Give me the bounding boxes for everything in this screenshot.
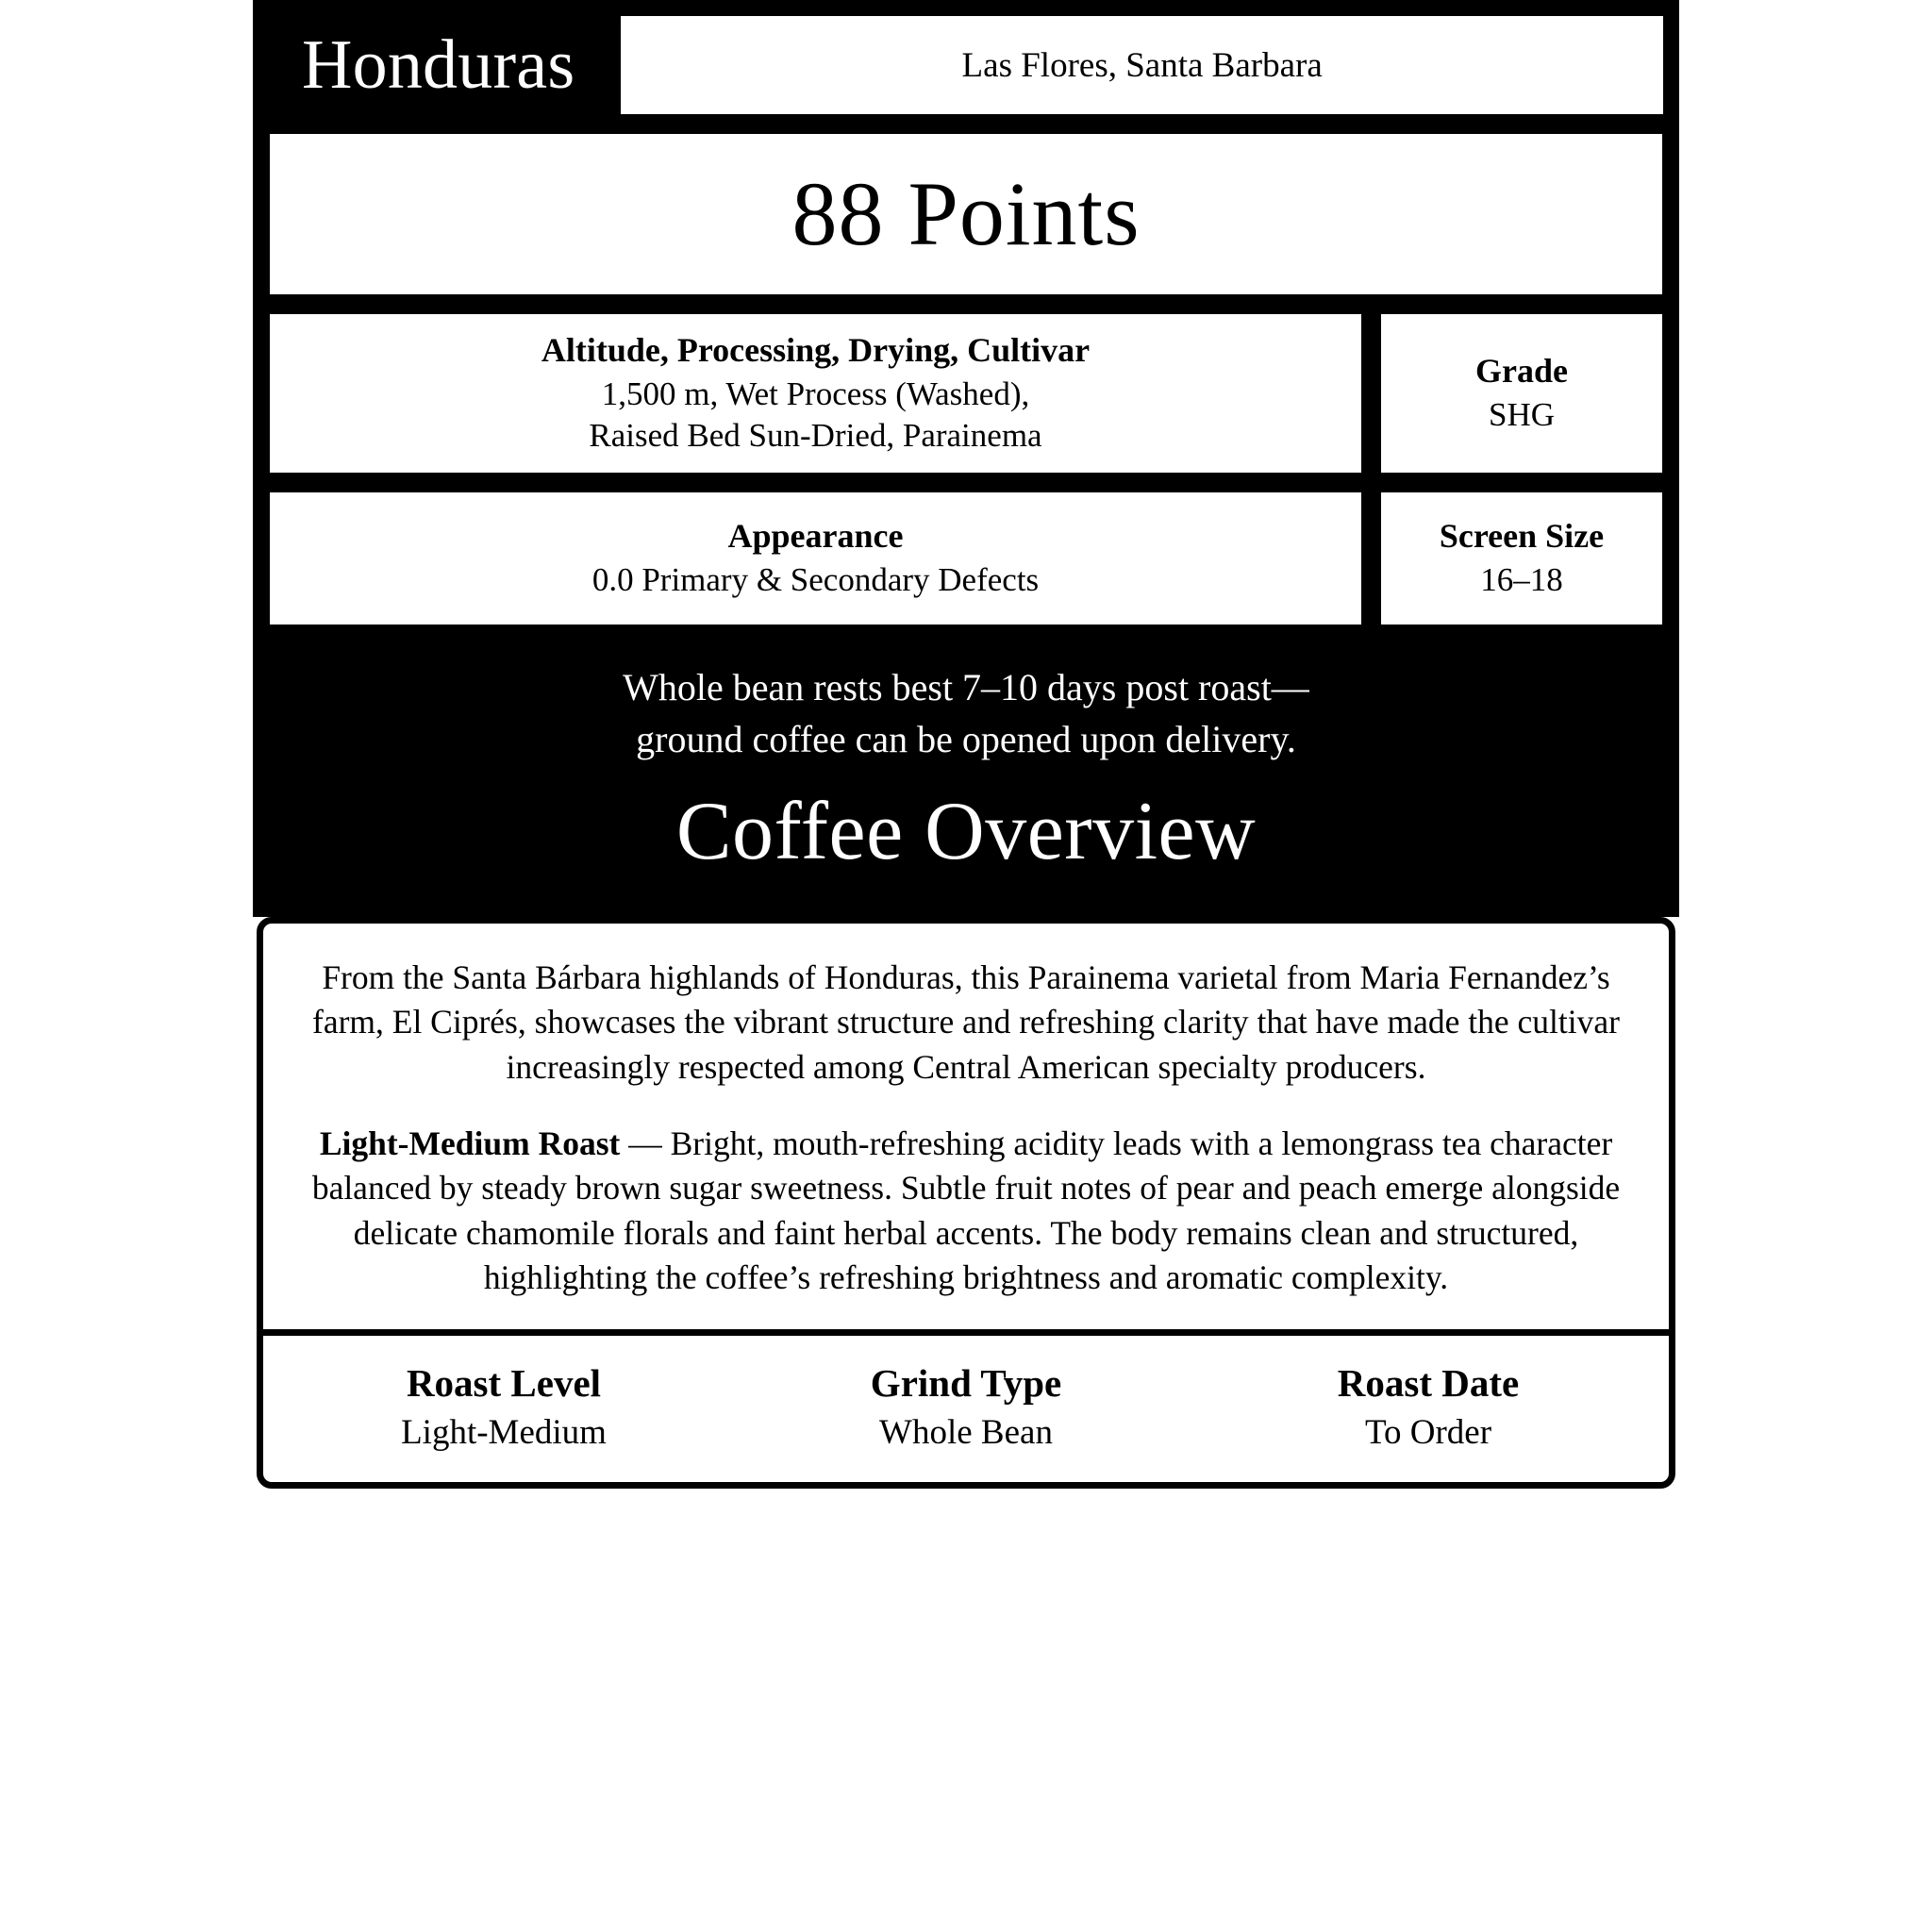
appearance-value: 0.0 Primary & Secondary Defects <box>591 560 1040 598</box>
footer-roast-date <box>1197 1360 1659 1455</box>
header-row <box>253 0 1679 130</box>
score-cell <box>266 130 1666 298</box>
roast-date-value: To Order <box>1364 1412 1492 1452</box>
altitude-value-line-2: Raised Bed Sun-Dried, Parainema <box>589 416 1042 454</box>
overview-body <box>263 924 1669 1329</box>
origin-title: Honduras <box>302 26 575 104</box>
grade-value: SHG <box>1488 395 1556 433</box>
rest-notice <box>253 641 1679 771</box>
grind-type-label: Grind Type <box>870 1360 1062 1405</box>
roast-description: Bright, mouth-refreshing acidity leads with a lemongrass tea character balanced by steady brown sugar sweetness. Subtle fruit notes of pear and peach emerge alongside delicate chamomile florals and faint herbal accents. The body remains clean and structured, highlighting the coffee’s refreshing brightness and aromatic complexity. <box>311 1124 1621 1297</box>
screen-size-cell <box>1377 489 1666 628</box>
coffee-overview-heading: Coffee Overview <box>253 771 1679 917</box>
grind-type-value: Whole Bean <box>879 1412 1053 1452</box>
roast-separator: — <box>620 1124 671 1163</box>
altitude-cell <box>266 310 1365 476</box>
roast-level-label: Roast Level <box>406 1360 602 1405</box>
score-value: 88 Points <box>791 163 1141 264</box>
overview-paragraph-roast <box>295 1122 1637 1301</box>
label-header-section <box>253 0 1679 917</box>
footer-grind-type <box>735 1360 1197 1455</box>
rest-notice-line-1: Whole bean rests best 7–10 days post roast— <box>623 666 1309 708</box>
coffee-label <box>253 0 1679 1932</box>
roast-level-value: Light-Medium <box>401 1412 607 1452</box>
roast-profile-heading: Light-Medium Roast <box>319 1124 621 1163</box>
screen-size-value: 16–18 <box>1480 560 1563 598</box>
overview-card <box>257 917 1675 1489</box>
altitude-label: Altitude, Processing, Drying, Cultivar <box>541 330 1091 369</box>
screen-size-label: Screen Size <box>1439 517 1605 555</box>
appearance-label: Appearance <box>727 517 904 555</box>
spec-row-altitude <box>266 310 1666 476</box>
farm-region-box: Las Flores, Santa Barbara <box>618 13 1666 117</box>
spec-row-appearance <box>266 489 1666 628</box>
overview-paragraph-origin: From the Santa Bárbara highlands of Honduras, this Parainema varietal from Maria Fernandez’s farm, El Ciprés, showcases the vibrant structure and refreshing clarity that have made the cultivar increasingly respected among Central American specialty producers. <box>312 958 1620 1086</box>
roast-date-label: Roast Date <box>1337 1360 1520 1405</box>
appearance-cell <box>266 489 1365 628</box>
footer-roast-level <box>273 1360 735 1455</box>
altitude-value-line-1: 1,500 m, Wet Process (Washed), <box>601 375 1030 412</box>
spec-grid <box>253 130 1679 628</box>
grade-label: Grade <box>1475 352 1568 390</box>
rest-notice-line-2: ground coffee can be opened upon delivery. <box>636 718 1296 761</box>
altitude-value <box>589 374 1041 457</box>
grade-cell <box>1377 310 1666 476</box>
footer-divider <box>263 1329 1669 1336</box>
footer-row <box>263 1336 1669 1483</box>
